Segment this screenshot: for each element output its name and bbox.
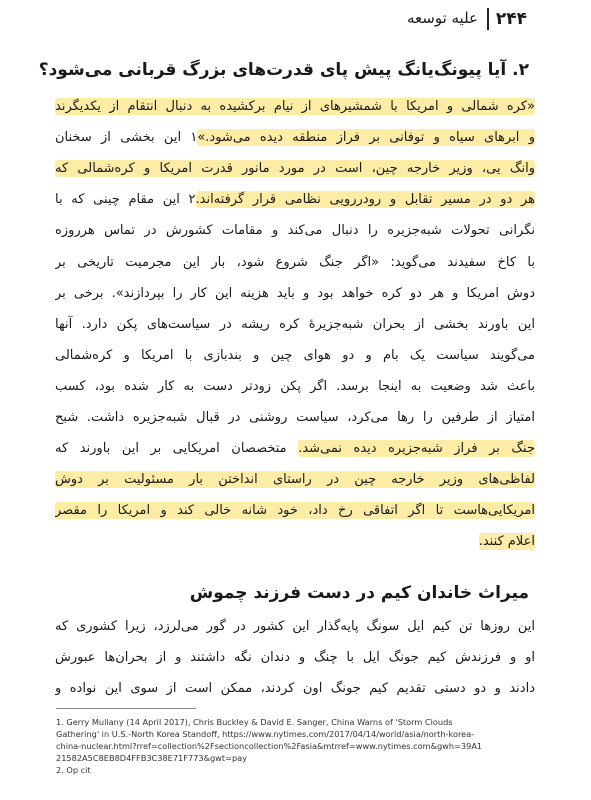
text-line <box>55 127 535 149</box>
text-line <box>55 158 535 180</box>
text-segment: «کره شمالی و امریکا با شمشیرهای از نیام برکشیده به دنبال انتقام از یکدیگرند <box>55 99 535 114</box>
text-segment: و ابرهای سیاه و توفانی بر فراز منطقه دیده می‌شود.» <box>197 130 535 146</box>
text-segment: ۱ این بخشی از سخنان <box>55 130 198 146</box>
footnote-line: 2. Op cit <box>56 765 91 775</box>
text-segment: امریکایی‌هاست تا اگر اتفاقی رخ داد، خود شانه خالی کند و امریکا را مقصر <box>55 503 535 519</box>
text-segment: باعث شد وضعیت به اینجا برسد. اگر پکن زودتر دست به کار شده بود، کسب <box>55 378 535 394</box>
text-line: دادند و دو دستی تقدیم کیم جونگ اون کردند، ممکن است از سوی این نواده و <box>55 681 535 696</box>
text-line <box>55 345 535 367</box>
text-segment: ۲ این مقام چینی که با <box>55 192 196 208</box>
text-line <box>55 376 535 398</box>
text-line: او و فرزندش کیم جونگ ایل با چنگ و دندان نگه داشتند و از بحران‌ها عبورش <box>55 650 535 665</box>
text-segment: جنگ بر فراز شبه‌جزیره دیده نمی‌شد. <box>298 441 535 457</box>
text-segment: امتیاز از طرفین را رها می‌کرد، سیاست روشنی در قبال شبه‌جزیره داشت. شبح <box>55 410 535 425</box>
text-line <box>55 252 535 274</box>
text-line <box>55 531 535 553</box>
text-segment: این باورند بخشی از بحران شبه‌جزیرهٔ کره ریشه در سیاست‌های پکن دارد. آنها <box>55 316 535 332</box>
footnote-line: china-nuclear.html?rref=collection%2Fsectioncollection%2Fasia&mtrref=www.nytimes.com&gwh=39A1 <box>56 741 483 751</box>
text-segment: متخصصان امریکایی بر این باورند که <box>55 441 299 457</box>
text-line <box>55 500 535 522</box>
footnote-line: Gathering' in U.S.-North Korea Standoff, https://www.nytimes.com/2017/04/14/world/asia/north-korea- <box>56 729 475 739</box>
footnote-line: 21582A5C8EB8D4FFB3C38E71F773&gwt=pay <box>56 753 248 763</box>
text-line <box>55 469 535 491</box>
text-line <box>55 407 535 429</box>
text-segment: هر دو در مسیر تقابل و رودررویی نظامی قرار گرفته‌اند. <box>195 192 535 208</box>
text-line <box>55 220 535 242</box>
chapter-title: علیه توسعه <box>406 9 478 27</box>
section-heading-2: میراث خاندان کیم در دست فرزند چموش <box>189 583 529 603</box>
text-line <box>55 189 535 211</box>
section-heading: ۲. آیا پیونگ‌یانگ پیش پای قدرت‌های بزرگ قربانی می‌شود؟ <box>38 60 529 80</box>
text-segment: با کاخ سفیدند می‌گوید: «اگر جنگ شروع شود، بار این مجرمیت تاریخی بر <box>55 254 535 270</box>
header-divider <box>487 8 489 30</box>
text-segment: لفاظی‌های وزیر خارجه چین در راستای انداختن بار مسئولیت بر دوش <box>55 472 535 488</box>
text-segment: نگرانی تحولات شبه‌جزیره را دنبال می‌کند و مقامات کشورش در تماس هرروزه <box>55 223 535 239</box>
page-header <box>0 0 591 40</box>
footnote-line: 1. Gerry Mullany (14 April 2017), Chris Buckley & David E. Sanger, China Warns of 'Storm Clouds <box>56 717 453 727</box>
text-segment: اعلام کنند. <box>478 534 535 550</box>
text-line: این روزها تن کیم ایل سونگ پایه‌گذار این کشور در گور می‌لرزد، زیرا کشوری که <box>55 619 535 634</box>
page-number: ۲۴۴ <box>495 9 527 29</box>
text-segment: دوش امریکا و هر دو کره خواهد بود و باید هزینه این کار را بپردازند». برخی بر <box>55 285 535 301</box>
text-line <box>55 283 535 305</box>
text-segment: وانگ یی، وزیر خارجه چین، است در مورد مانور قدرت امریکا و کره‌شمالی که <box>55 161 535 177</box>
text-line <box>55 314 535 336</box>
footnote-divider <box>56 708 196 709</box>
text-line <box>55 96 535 118</box>
text-segment: می‌گویند سیاست یک بام و دو هوای چین و بندبازی با امریکا و کره‌شمالی <box>55 347 535 363</box>
text-line <box>55 438 535 460</box>
